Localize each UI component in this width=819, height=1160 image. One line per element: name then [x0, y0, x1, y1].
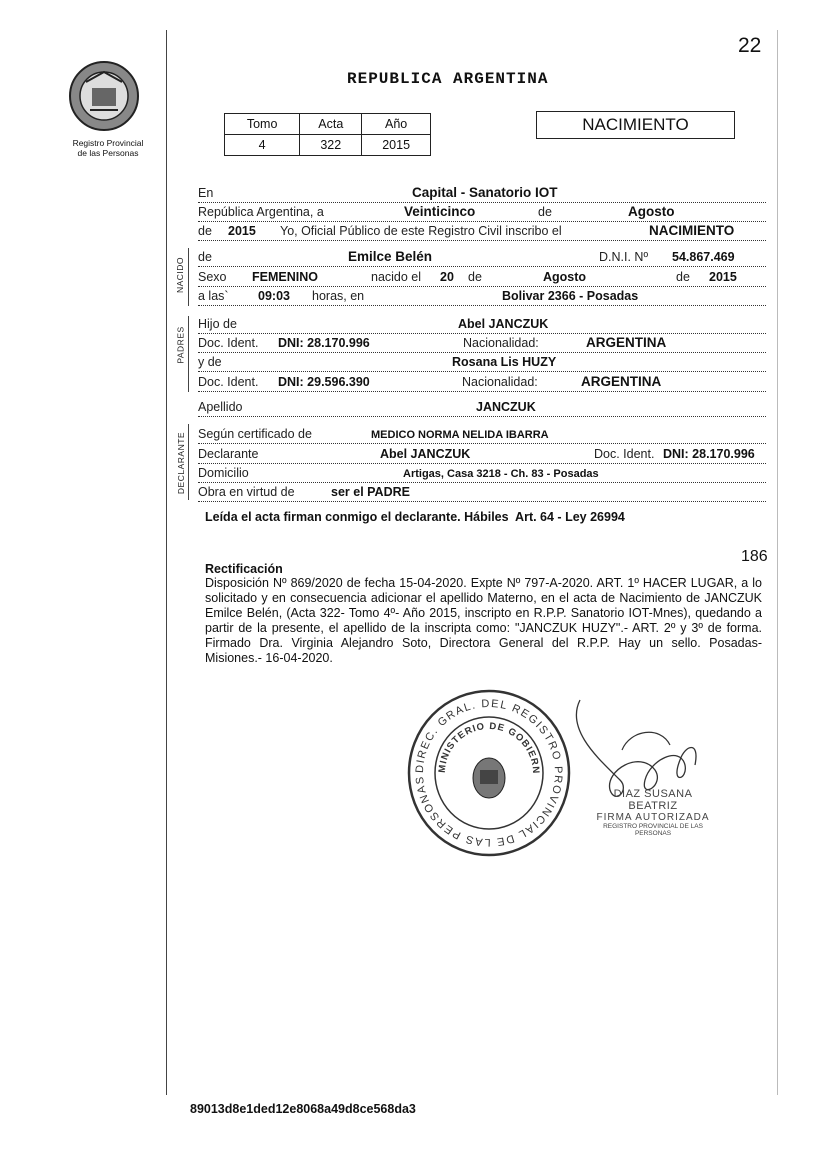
label-nacido-el: nacido el [371, 270, 422, 284]
label-dni: D.N.I. Nº [599, 250, 649, 264]
record-type-box: NACIMIENTO [536, 111, 735, 139]
value-month: Agosto [628, 204, 675, 219]
label-republica: República Argentina, a [198, 205, 324, 219]
label-oficial: Yo, Oficial Público de este Registro Civil inscribo el [280, 224, 562, 238]
row-doc1 [198, 334, 766, 353]
side-label-declarante: DECLARANTE [176, 431, 187, 495]
value-mother-doc: DNI: 29.596.390 [278, 375, 370, 389]
logo-caption-line2: de las Personas [77, 148, 139, 158]
row-apellido [198, 398, 766, 417]
registry-logo [66, 58, 142, 134]
row-certificado [198, 425, 766, 444]
value-birth-place: Bolivar 2366 - Posadas [502, 289, 639, 303]
value-birth-time: 09:03 [258, 289, 290, 303]
value-obra: ser el PADRE [331, 485, 410, 499]
row-hora [198, 287, 766, 306]
side-label-nacido: NACIDO [175, 256, 186, 294]
value-domicilio: Artigas, Casa 3218 - Ch. 83 - Posadas [403, 468, 599, 480]
value-father-doc: DNI: 28.170.996 [278, 336, 370, 350]
value-father: Abel JANCZUK [458, 317, 549, 331]
label-obra: Obra en virtud de [198, 485, 295, 499]
value-apellido: JANCZUK [476, 400, 536, 414]
label-horas: horas, en [312, 289, 365, 303]
label-de-month: de [538, 205, 552, 219]
label-hijo: Hijo de [198, 317, 237, 331]
side-label-padres: PADRES [175, 326, 186, 364]
table-cell-tomo: 4 [225, 135, 300, 156]
coat-of-arms-icon [66, 58, 142, 134]
value-place: Capital - Sanatorio IOT [412, 185, 558, 200]
value-birth-year: 2015 [709, 270, 737, 284]
marginal-number: 186 [741, 548, 768, 565]
rectificacion-body: Disposición Nº 869/2020 de fecha 15-04-2020. Expte Nº 797-A-2020. ART. 1º HACER LUGAR, a lo solicitado y en consecuencia adicionar el apellido Materno, en el acta de Nacimiento de JANCZUK Emilce Belén, (Acta 322- Tomo 4º- Año 2015, inscripto en R.P.P. Sanatorio IOT-Mnes), quedando a partir de la presente, el apellido de la inscripta como: "JANCZUK HUZY".- ART. 2º y 3º de forma. Firmado Dra. Virginia Alejandro Soto, Directora General del R.P.P. Hay un sello. Posadas- Misiones.- 16-04-2020. [205, 576, 762, 665]
value-birth-day: 20 [440, 270, 454, 284]
table-cell-anio: 2015 [362, 135, 431, 156]
table-header-acta: Acta [300, 114, 362, 135]
label-doc3: Doc. Ident. [594, 447, 655, 461]
row-hijo [198, 315, 766, 334]
label-certificado: Según certificado de [198, 427, 312, 441]
page-number: 22 [738, 34, 762, 57]
label-declarante: Declarante [198, 447, 259, 461]
row-date [198, 203, 766, 222]
value-mother-nat: ARGENTINA [581, 374, 662, 389]
label-apellido: Apellido [198, 400, 243, 414]
side-divider-3 [188, 424, 189, 500]
page-title: REPUBLICA ARGENTINA [347, 70, 549, 88]
signature-office: REGISTRO PROVINCIAL DE LAS PERSONAS [603, 823, 703, 837]
value-act-type: NACIMIENTO [649, 223, 735, 238]
seal-ring-text: DIREC. GRAL. DEL REGISTRO PROVINCIAL DE LAS PERSONAS [413, 697, 565, 849]
label-birth-de1: de [468, 270, 482, 284]
row-domicilio [198, 464, 766, 483]
value-mother: Rosana Lis HUZY [452, 355, 557, 369]
label-domicilio: Domicilio [198, 466, 249, 480]
table-header-tomo: Tomo [225, 114, 300, 135]
value-certificado: MEDICO NORMA NELIDA IBARRA [371, 429, 549, 441]
row-name [198, 248, 766, 267]
logo-caption [60, 138, 156, 158]
label-sexo: Sexo [198, 270, 227, 284]
signature-name: DIAZ SUSANA BEATRIZ [613, 788, 693, 812]
closing-statement: Leída el acta firman conmigo el declarante. Hábiles Art. 64 - Ley 26994 [205, 510, 625, 524]
signature-role: FIRMA AUTORIZADA [596, 812, 710, 823]
rectificacion-title: Rectificación [205, 562, 283, 576]
label-de-year: de [198, 224, 212, 238]
table-cell-acta: 322 [300, 135, 362, 156]
label-doc2: Doc. Ident. [198, 375, 259, 389]
label-yde: y de [198, 355, 222, 369]
side-divider-1 [188, 248, 189, 306]
margin-line [166, 30, 167, 1095]
value-name: Emilce Belén [348, 249, 433, 264]
value-dni: 54.867.469 [672, 250, 735, 264]
label-birth-de2: de [676, 270, 690, 284]
row-sexo [198, 268, 766, 287]
signature-stamp [588, 788, 718, 837]
row-obra [198, 483, 766, 502]
label-alas: a las` [198, 289, 229, 303]
row-doc2 [198, 373, 766, 392]
official-seal [404, 688, 574, 858]
label-nac1: Nacionalidad: [463, 336, 539, 350]
value-year: 2015 [228, 224, 256, 238]
side-divider-2 [188, 316, 189, 392]
row-place [198, 184, 766, 203]
value-decl-doc: DNI: 28.170.996 [663, 447, 755, 461]
right-margin-line [777, 30, 778, 1095]
value-father-nat: ARGENTINA [586, 335, 667, 350]
document-hash: 89013d8e1ded12e8068a49d8ce568da3 [190, 1102, 416, 1116]
value-day-words: Veinticinco [404, 204, 476, 219]
row-year [198, 222, 766, 241]
value-declarante: Abel JANCZUK [380, 447, 471, 461]
value-sexo: FEMENINO [252, 270, 318, 284]
table-header-anio: Año [362, 114, 431, 135]
seal-inner-text: MINISTERIO DE GOBIERN [436, 720, 542, 775]
row-declarante [198, 445, 766, 464]
label-en: En [198, 186, 214, 200]
logo-caption-line1: Registro Provincial [72, 138, 144, 148]
registry-table [224, 113, 431, 156]
seal-icon [404, 688, 574, 858]
label-doc1: Doc. Ident. [198, 336, 259, 350]
row-yde [198, 353, 766, 372]
label-name-de: de [198, 250, 212, 264]
label-nac2: Nacionalidad: [462, 375, 538, 389]
value-birth-month: Agosto [543, 270, 587, 284]
